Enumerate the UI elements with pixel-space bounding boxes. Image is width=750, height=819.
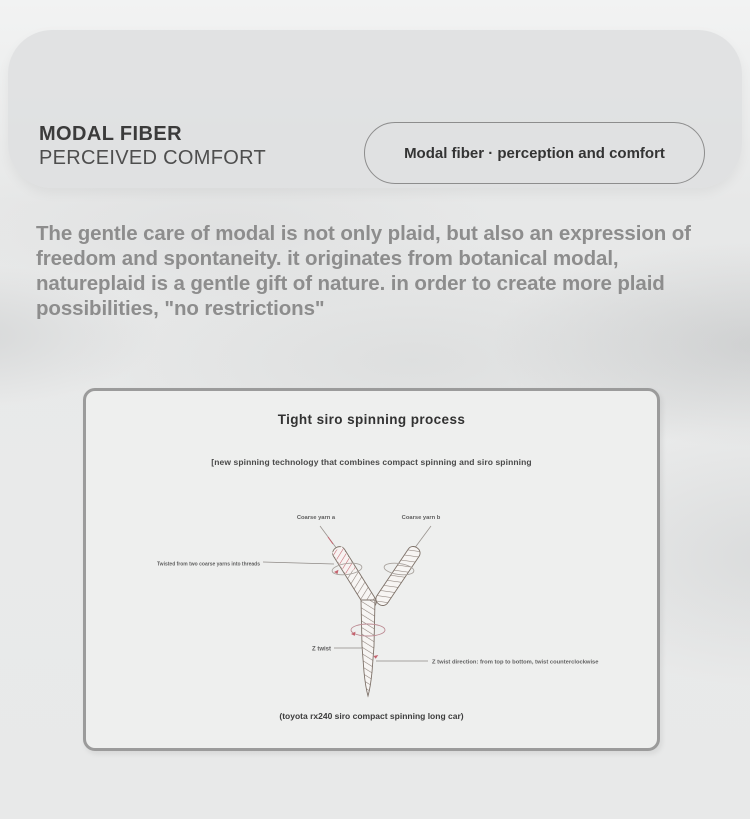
red-tick-feed-a [328,537,333,544]
intro-paragraph: The gentle care of modal is not only plaid, but also an expression of freedom and spontaneity. it originates from botanical modal, natureplaid is a gentle gift of nature. in order to create more plaid possibilities, "no restrictions" [36,222,691,320]
label-z-twist: Z twist [312,646,331,653]
pointer-line-twist-note [263,562,334,564]
label-yarn-a: Coarse yarn a [296,515,336,521]
card-title: Tight siro spinning process [277,412,466,427]
spinning-process-card [83,388,660,751]
label-yarn-b: Coarse yarn b [401,515,441,521]
siro-spinning-diagram [86,488,657,700]
brand-block [39,124,266,169]
label-z-direction: Z twist direction: from top to bottom, twist counterclockwise [432,659,599,666]
twisted-thread [361,600,375,696]
page-title: MODAL FIBER [39,123,182,145]
red-arrowhead-ztwist [374,655,379,659]
card-subtitle: [new spinning technology that combines compact spinning and siro spinning [211,457,532,467]
header-panel [8,30,742,188]
card-caption: (toyota rx240 siro compact spinning long car) [279,711,464,721]
page-subtitle: PERCEIVED COMFORT [39,146,266,169]
yarn-strand-b [374,544,423,608]
label-twist-note: Twisted from two coarse yarns into threads [157,561,260,568]
section-badge-button[interactable]: Modal fiber · perception and comfort [364,122,705,184]
